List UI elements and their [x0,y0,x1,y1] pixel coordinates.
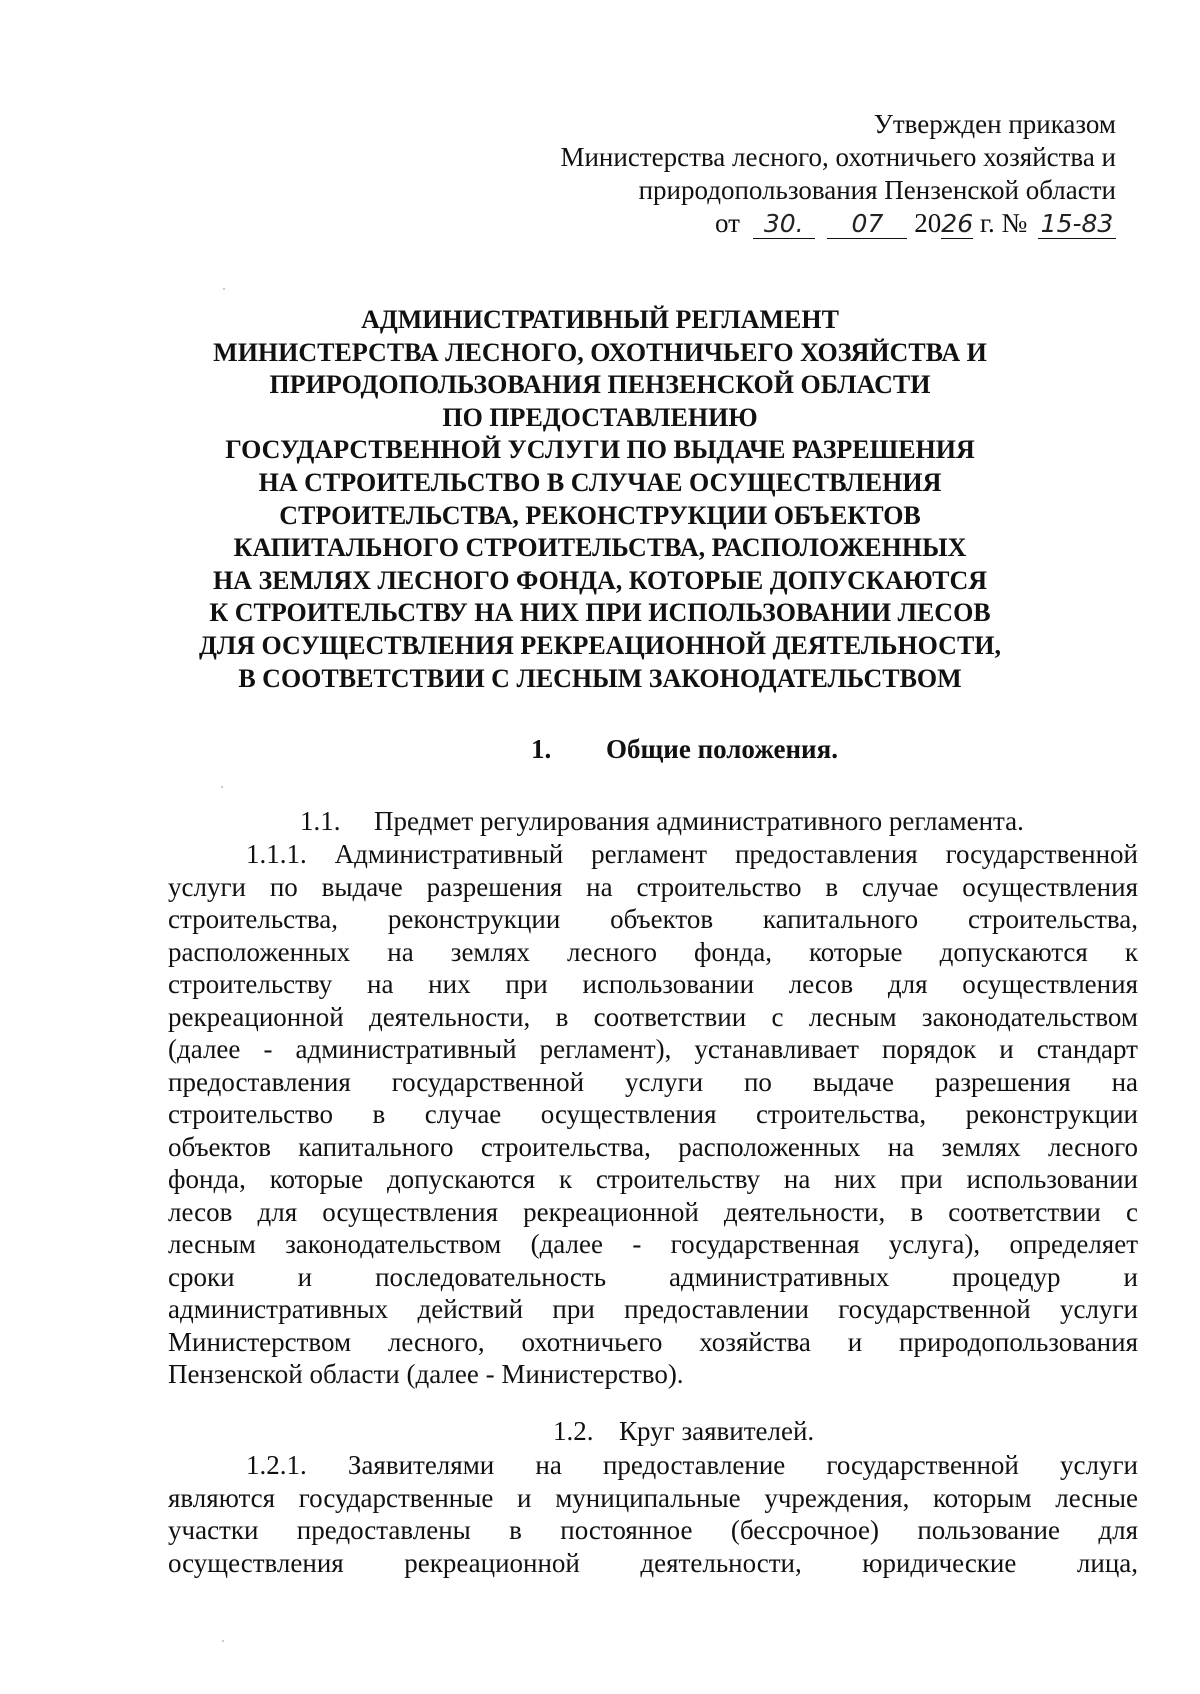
paragraph-last-line: Пензенской области (далее - Министерство). [168,1359,684,1389]
year-end-label: г. № [979,208,1028,238]
title-line: МИНИСТЕРСТВА ЛЕСНОГО, ОХОТНИЧЬЕГО ХОЗЯЙСТВА И [213,337,987,367]
title-line: АДМИНИСТРАТИВНЫЙ РЕГЛАМЕНТ [361,305,839,334]
handwritten-year: 26 [941,209,974,238]
approval-line-3: природопользования Пензенской области [638,175,1116,205]
title-line: СТРОИТЕЛЬСТВА, РЕКОНСТРУКЦИИ ОБЪЕКТОВ [279,500,921,530]
scan-speck [222,1640,224,1642]
approval-line-1: Утвержден приказом [873,109,1116,139]
title-line: В СООТВЕТСТВИИ С ЛЕСНЫМ ЗАКОНОДАТЕЛЬСТВОМ [238,663,962,693]
paragraph-line: рекреационной деятельности, в соответствии с лесным законодательством [168,1001,1138,1032]
title-line: К СТРОИТЕЛЬСТВУ НА НИХ ПРИ ИСПОЛЬЗОВАНИИ ЛЕСОВ [209,598,991,628]
paragraph-line: лесным законодательством (далее - государственная услуга), определяет [168,1229,1138,1259]
subsection-1-1-title: Предмет регулирования административного регламента. [374,806,1024,836]
section-number: 1. [531,734,552,764]
paragraph-line: строительству на них при использовании лесов для осуществления [168,969,1138,999]
title-line: ГОСУДАРСТВЕННОЙ УСЛУГИ ПО ВЫДАЧЕ РАЗРЕШЕНИЯ [225,435,975,465]
paragraph-line: 1.1.1. Административный регламент предоставления государственной [246,839,1138,869]
title-line: ПРИРОДОПОЛЬЗОВАНИЯ ПЕНЗЕНСКОЙ ОБЛАСТИ [269,370,931,400]
section-title: Общие положения. [606,734,838,764]
scan-speck [221,786,223,788]
title-line: ДЛЯ ОСУЩЕСТВЛЕНИЯ РЕКРЕАЦИОННОЙ ДЕЯТЕЛЬНОСТИ, [198,630,1002,660]
paragraph-line: участки предоставлены в постоянное (бессрочное) пользование для [168,1515,1138,1545]
title-line: НА ЗЕМЛЯХ ЛЕСНОГО ФОНДА, КОТОРЫЕ ДОПУСКАЮТСЯ [212,565,988,595]
title-line: НА СТРОИТЕЛЬСТВО В СЛУЧАЕ ОСУЩЕСТВЛЕНИЯ [258,467,942,497]
paragraph-line: предоставления государственной услуги по выдаче разрешения на [168,1066,1138,1097]
document-title [150,304,1050,695]
approval-date-line [560,207,1116,240]
handwritten-number: 15-83 [1038,210,1116,239]
subsection-1-2-number: 1.2. [553,1416,594,1446]
paragraph-line: услуги по выдаче разрешения на строительство в случае осуществления [168,871,1138,902]
paragraph-line: строительство в случае осуществления строительства, реконструкции [168,1099,1138,1129]
title-line: ПО ПРЕДОСТАВЛЕНИЮ [442,402,758,432]
handwritten-month: 07 [827,210,907,239]
subsection-1-1-number: 1.1. [300,806,341,836]
paragraph-1-1-1 [168,838,1138,1391]
scan-speck [223,288,225,290]
title-line: КАПИТАЛЬНОГО СТРОИТЕЛЬСТВА, РАСПОЛОЖЕННЫХ [233,533,967,563]
paragraph-line: фонда, которые допускаются к строительству на них при использовании [168,1164,1138,1194]
paragraph-line: осуществления рекреационной деятельности, юридические лица, [168,1547,1138,1578]
paragraph-line: объектов капитального строительства, расположенных на землях лесного [168,1131,1138,1162]
year-prefix: 20 [914,208,942,238]
subsection-1-2-title: Круг заявителей. [619,1416,815,1446]
paragraph-line: сроки и последовательность административных процедур и [168,1261,1138,1292]
paragraph-line: являются государственные и муниципальные учреждения, которым лесные [168,1482,1138,1513]
paragraph-line: административных действий при предоставлении государственной услуги [168,1294,1138,1324]
paragraph-line: Министерством лесного, охотничьего хозяйства и природопользования [168,1326,1138,1357]
paragraph-line: строительства, реконструкции объектов капитального строительства, [168,904,1138,934]
from-label: от [715,208,740,238]
paragraph-line: расположенных на землях лесного фонда, которые допускаются к [168,936,1138,967]
paragraph-line: 1.2.1. Заявителями на предоставление государственной услуги [246,1450,1138,1480]
paragraph-1-2-1 [168,1449,1138,1579]
paragraph-line: (далее - административный регламент), устанавливает порядок и стандарт [168,1034,1138,1064]
approval-stamp [560,108,1116,240]
approval-line-2: Министерства лесного, охотничьего хозяйства и [560,142,1116,172]
handwritten-day: 30. [753,210,815,239]
paragraph-line: лесов для осуществления рекреационной деятельности, в соответствии с [168,1196,1138,1227]
